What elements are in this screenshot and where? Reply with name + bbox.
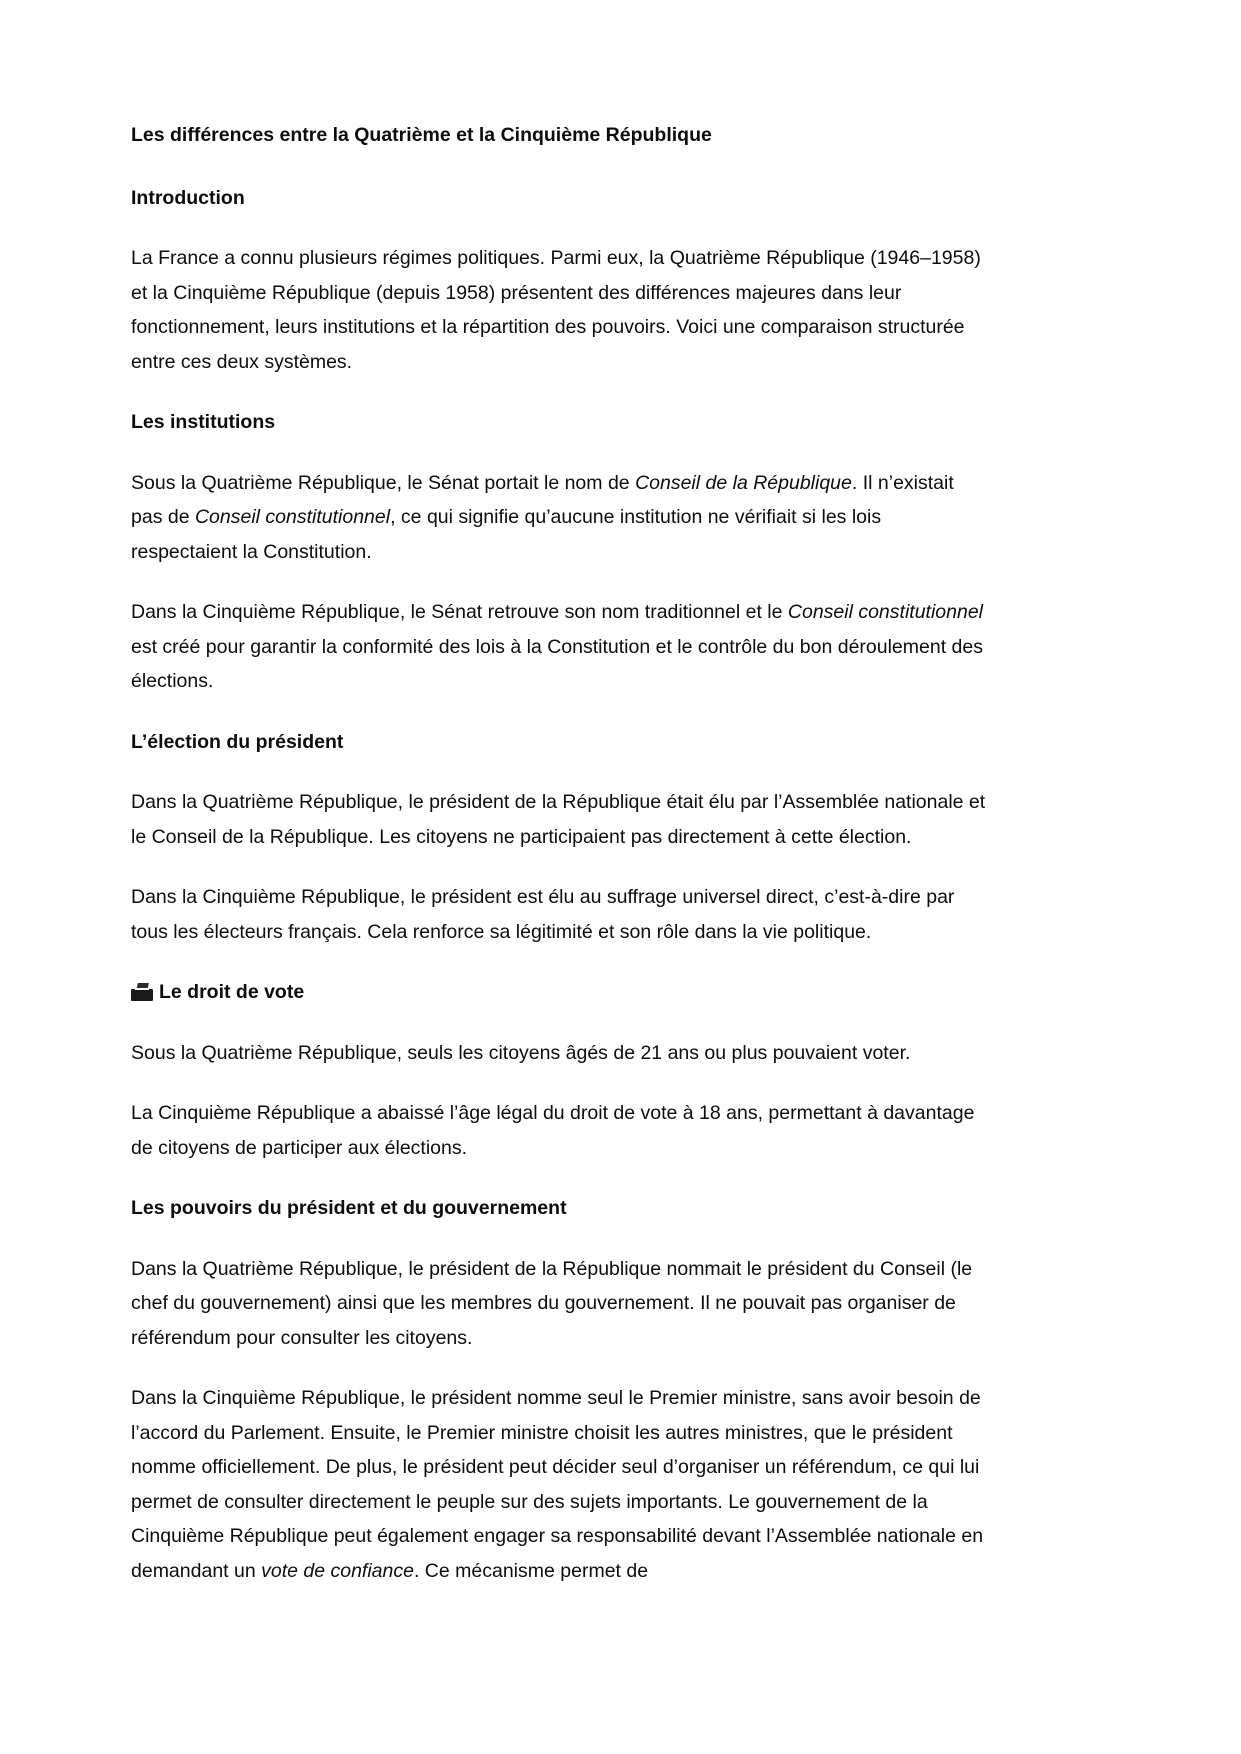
emphasis-vote-de-confiance: vote de confiance (261, 1559, 414, 1582)
heading-institutions: Les institutions (131, 411, 276, 433)
emphasis-conseil-constitutionnel-2: Conseil constitutionnel (787, 601, 984, 623)
heading-droit-de-vote-label: Le droit de vote (159, 981, 305, 1003)
text-fragment: . Ce mécanisme permet de (413, 1559, 649, 1582)
text-fragment: Sous la Quatrième République, le Sénat portait le nom de (131, 471, 636, 494)
paragraph-pouvoirs-cinquieme (131, 1381, 986, 1588)
page-title: Les différences entre la Quatrième et la Cinquième République (131, 124, 712, 146)
paragraph-pouvoirs-quatrieme: Dans la Quatrième République, le président de la République nommait le président du Conseil (le chef du gouvernement) ainsi que les membres du gouvernement. Il ne pouvait pas organiser de référendum pour consulter les citoyens. (131, 1257, 973, 1349)
paragraph-institutions-cinquieme (131, 595, 986, 699)
paragraph-vote-cinquieme: La Cinquième République a abaissé l’âge légal du droit de vote à 18 ans, permettant à davantage de citoyens de participer aux élections. (131, 1102, 975, 1159)
text-fragment: . Il n’existait pas de (131, 471, 954, 528)
paragraph-election-quatrieme: Dans la Quatrième République, le président de la République était élu par l’Assemblée nationale et le Conseil de la République. Les citoyens ne participaient pas directement à cette élection. (131, 791, 986, 848)
ballot-box-icon (131, 983, 153, 1001)
paragraph-vote-quatrieme: Sous la Quatrième République, seuls les citoyens âgés de 21 ans ou plus pouvaient voter. (131, 1041, 911, 1064)
heading-election-president: L’élection du président (131, 730, 344, 753)
paragraph-introduction: La France a connu plusieurs régimes politiques. Parmi eux, la Quatrième République (1946–1958) et la Cinquième République (depuis 1958) présentent des différences majeures dans leur fonctionnement, leurs institutions et la répartition des pouvoirs. Voici une comparaison structurée entre ces deux systèmes. (131, 247, 981, 373)
document-body (131, 118, 986, 1588)
paragraph-institutions-quatrieme (131, 466, 986, 570)
emphasis-conseil-de-la-republique: Conseil de la République (635, 471, 852, 494)
heading-pouvoirs: Les pouvoirs du président et du gouvernement (131, 1197, 567, 1219)
heading-droit-de-vote (131, 975, 986, 1010)
text-fragment: , ce qui signifie qu’aucune institution ne vérifiait si les lois respectaient la Constitution. (131, 506, 882, 563)
heading-introduction: Introduction (131, 186, 245, 209)
emphasis-conseil-constitutionnel: Conseil constitutionnel (194, 506, 391, 528)
paragraph-election-cinquieme: Dans la Cinquième République, le président est élu au suffrage universel direct, c’est-à-dire par tous les électeurs français. Cela renforce sa légitimité et son rôle dans la vie politique. (131, 886, 955, 943)
text-fragment: Dans la Cinquième République, le Sénat retrouve son nom traditionnel et le (131, 601, 788, 623)
text-fragment: Dans la Cinquième République, le président nomme seul le Premier ministre, sans avoir besoin de l’accord du Parlement. Ensuite, le Premier ministre choisit les autres ministres, que le président nomme officiellement. De plus, le président peut décider seul d’organiser un référendum, ce qui lui permet de consulter directement le peuple sur des sujets importants. Le gouvernement de la Cinquième République peut également engager sa responsabilité devant l’Assemblée nationale en demandant un (131, 1387, 984, 1582)
text-fragment: est créé pour garantir la conformité des lois à la Constitution et le contrôle du bon déroulement des élections. (131, 635, 983, 692)
